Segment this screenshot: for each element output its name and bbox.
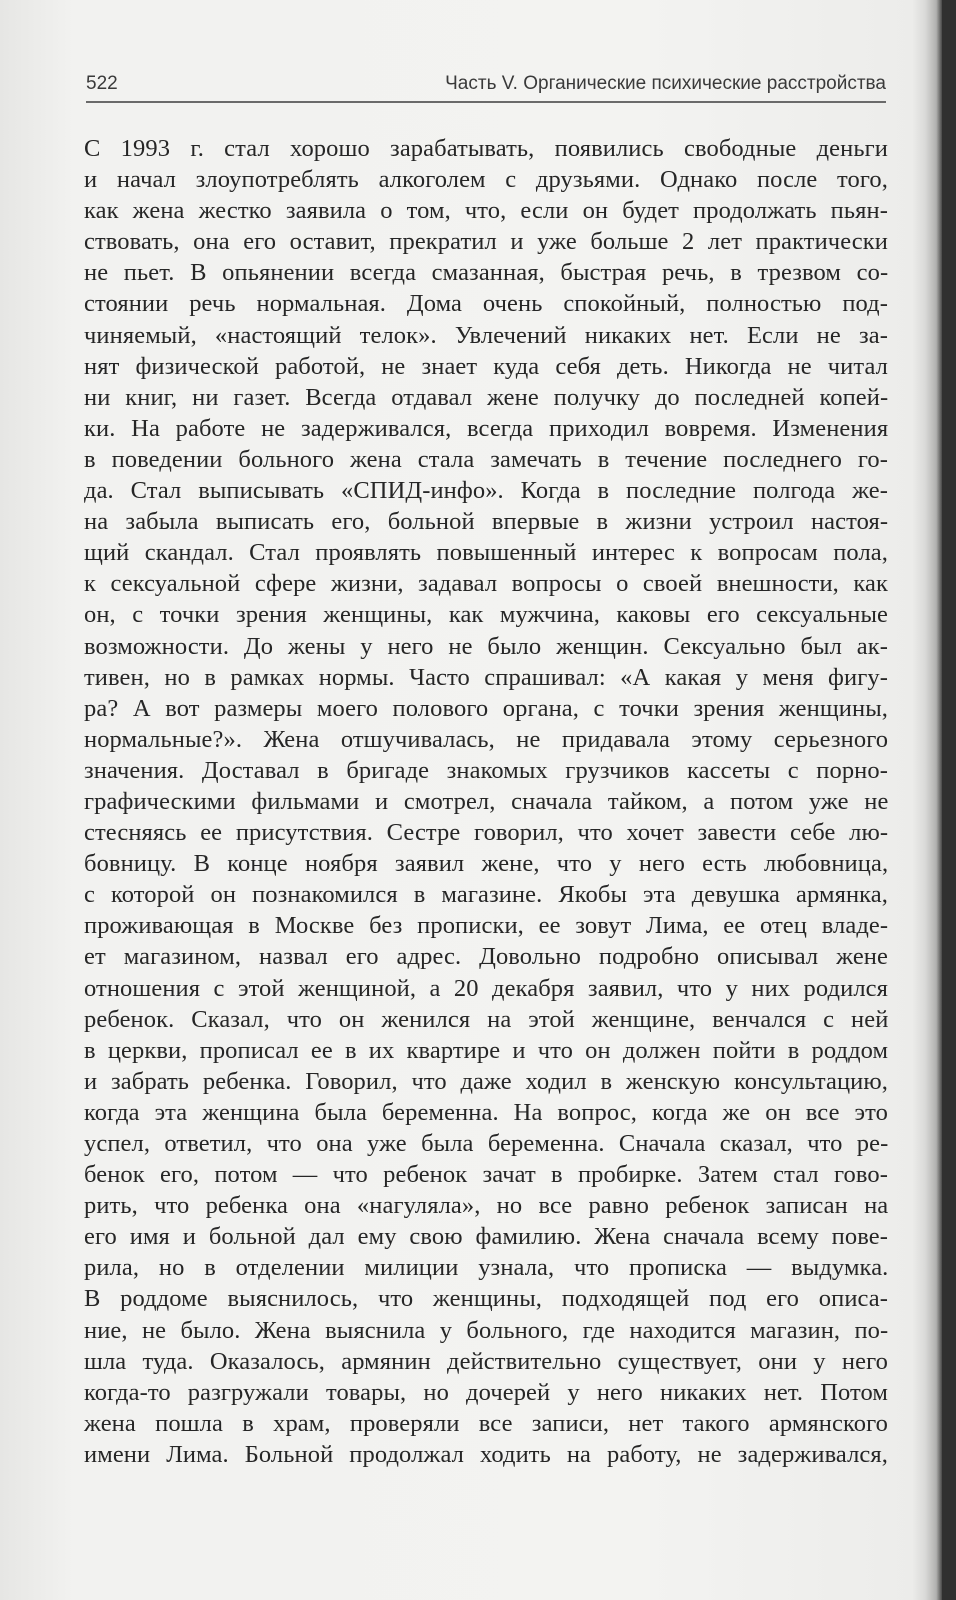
text-line: не пьет. В опьянении всегда смазанная, быстрая речь, в трезвом со-	[84, 259, 889, 287]
text-line: стоянии речь нормальная. Дома очень спокойный, полностью под-	[84, 290, 888, 318]
text-line: когда эта женщина была беременна. На вопрос, когда же он все это	[84, 1098, 888, 1126]
text-line: ствовать, она его оставит, прекратил и уже больше 2 лет практически	[84, 228, 888, 256]
text-line: бовницу. В конце ноября заявил жене, что у него есть любовница,	[84, 850, 889, 878]
body-text	[84, 133, 888, 1470]
text-line: ние, не было. Жена выяснила у больного, где находится магазин, по-	[84, 1316, 889, 1344]
text-line: стесняясь ее присутствия. Сестре говорил, что хочет завести себе лю-	[84, 819, 889, 847]
text-line: графическими фильмами и смотрел, сначала тайком, а потом уже не	[84, 787, 889, 815]
text-line: да. Стал выписывать «СПИД-инфо». Когда в последние полгода же-	[84, 477, 889, 505]
text-line: тивен, но в рамках нормы. Часто спрашивал: «А какая у меня фигу-	[84, 663, 888, 691]
text-line: и забрать ребенка. Говорил, что даже ходил в женскую консультацию,	[84, 1067, 888, 1095]
running-header	[86, 73, 886, 101]
text-line: значения. Доставал в бригаде знакомых грузчиков кассеты с порно-	[84, 756, 888, 784]
text-line: нят физической работой, не знает куда себя деть. Никогда не читал	[84, 352, 888, 380]
text-line: к сексуальной сфере жизни, задавал вопросы о своей внешности, как	[84, 570, 888, 598]
text-line: жена пошла в храм, проверяли все записи, нет такого армянского	[84, 1409, 888, 1437]
text-line: ни книг, ни газет. Всегда отдавал жене получку до последней копей-	[84, 383, 889, 411]
text-line: бенок его, потом — что ребенок зачат в пробирке. Затем стал гово-	[84, 1161, 888, 1189]
text-line: когда-то разгружали товары, но дочерей у него никаких нет. Потом	[84, 1378, 889, 1406]
text-line: рить, что ребенка она «нагуляла», но все равно ребенок записан на	[84, 1192, 889, 1220]
text-line: рила, но в отделении милиции узнала, что прописка — выдумка.	[84, 1254, 889, 1282]
text-line: как жена жестко заявила о том, что, если он будет продолжать пьян-	[84, 197, 888, 225]
text-line: ет магазином, назвал его адрес. Довольно подробно описывал жене	[84, 943, 888, 971]
text-line: успел, ответил, что она уже была беременна. Сначала сказал, что ре-	[84, 1130, 889, 1157]
text-line: возможности. До жены у него не было женщин. Сексуально был ак-	[84, 632, 888, 660]
text-line: шла туда. Оказалось, армянин действительно существует, они у него	[84, 1347, 888, 1375]
running-title: Часть V. Органические психические расстройства	[445, 73, 886, 94]
page-number: 522	[86, 73, 118, 94]
text-line: на забыла выписать его, больной впервые в жизни устроил настоя-	[84, 508, 889, 536]
text-line: отношения с этой женщиной, а 20 декабря заявил, что у них родился	[84, 974, 888, 1002]
text-line: в поведении больного жена стала замечать в течение последнего го-	[84, 445, 888, 473]
text-line: ра? А вот размеры моего полового органа, с точки зрения женщины,	[84, 694, 888, 722]
text-line: ребенок. Сказал, что он женился на этой женщине, венчался с ней	[84, 1005, 889, 1033]
text-line: щий скандал. Стал проявлять повышенный интерес к вопросам пола,	[84, 539, 888, 567]
text-line: В роддоме выяснилось, что женщины, подходящей под его описа-	[84, 1285, 889, 1313]
text-line: нормальные?». Жена отшучивалась, не придавала этому серьезного	[84, 725, 889, 753]
text-line: имени Лима. Больной продолжал ходить на работу, не задерживался,	[84, 1440, 888, 1468]
text-line: и начал злоупотреблять алкоголем с друзьями. Однако после того,	[84, 166, 888, 194]
header-divider	[86, 101, 886, 103]
text-line: чиняемый, «настоящий телок». Увлечений никаких нет. Если не за-	[84, 321, 888, 349]
text-line: в церкви, прописал ее в их квартире и что он должен пойти в роддом	[84, 1036, 889, 1064]
book-spine-edge	[942, 0, 956, 1600]
text-line: с которой он познакомился в магазине. Якобы эта девушка армянка,	[84, 881, 888, 909]
text-line: С 1993 г. стал хорошо зарабатывать, появились свободные деньги	[84, 135, 888, 162]
text-line: ки. На работе не задерживался, всегда приходил вовремя. Изменения	[84, 414, 889, 442]
text-line: его имя и больной дал ему свою фамилию. Жена сначала всему пове-	[84, 1223, 888, 1251]
text-line: он, с точки зрения женщины, как мужчина, каковы его сексуальные	[84, 601, 888, 629]
text-line: проживающая в Москве без прописки, ее зовут Лима, ее отец владе-	[84, 912, 889, 940]
